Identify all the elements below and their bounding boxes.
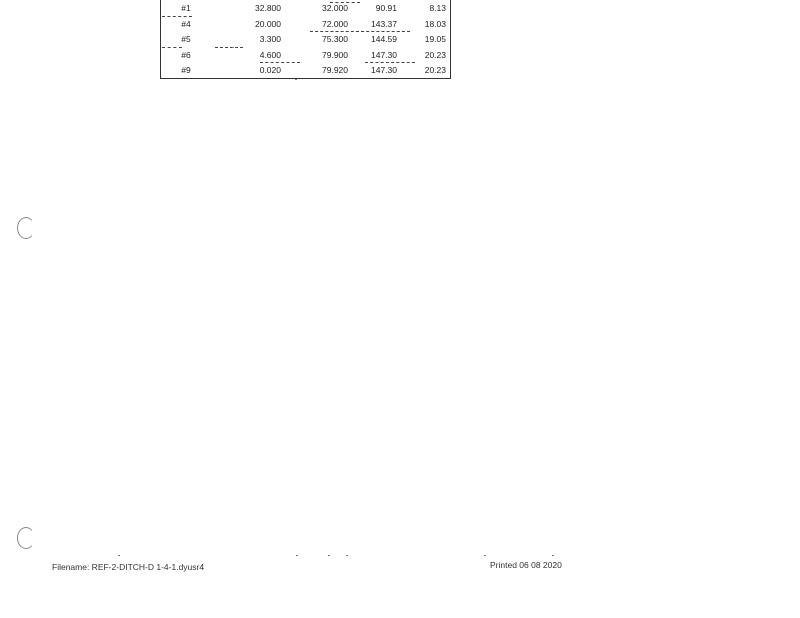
value-cell-4: 20.23 bbox=[424, 50, 446, 60]
value-cell-4: 19.05 bbox=[424, 34, 446, 44]
scan-speck bbox=[296, 555, 298, 556]
scan-artifact bbox=[162, 16, 192, 17]
scan-artifact bbox=[215, 47, 243, 48]
row-id-cell: #6 bbox=[181, 50, 191, 60]
value-cell-2: 72.000 bbox=[322, 19, 348, 29]
scan-artifact bbox=[365, 62, 415, 63]
scan-artifact bbox=[260, 62, 300, 63]
value-cell-2: 75.300 bbox=[322, 34, 348, 44]
footer-filename: Filename: REF-2-DITCH-D 1-4-1.dyusr4 bbox=[52, 562, 205, 572]
footer-printed-date: Printed 06 08 2020 bbox=[490, 560, 562, 570]
scan-speck bbox=[118, 555, 120, 556]
punch-hole bbox=[17, 527, 35, 549]
value-cell-2: 79.900 bbox=[322, 50, 348, 60]
scan-artifact bbox=[330, 2, 360, 3]
table-row bbox=[161, 32, 450, 47]
value-cell-1: 4.600 bbox=[259, 50, 281, 60]
punch-hole bbox=[17, 217, 35, 239]
value-cell-2: 32.000 bbox=[322, 3, 348, 13]
scan-speck bbox=[346, 555, 348, 556]
row-id-cell: #4 bbox=[181, 19, 191, 29]
value-cell-3: 143.37 bbox=[371, 19, 397, 29]
value-cell-1: 0.020 bbox=[259, 65, 281, 75]
value-cell-1: 32.800 bbox=[255, 3, 281, 13]
row-id-cell: #1 bbox=[181, 3, 191, 13]
row-id-cell: #5 bbox=[181, 34, 191, 44]
scan-speck bbox=[295, 79, 297, 80]
value-cell-4: 18.03 bbox=[424, 19, 446, 29]
value-cell-3: 147.30 bbox=[371, 65, 397, 75]
value-cell-3: 90.91 bbox=[375, 3, 397, 13]
table-row bbox=[161, 17, 450, 32]
table-row bbox=[161, 63, 450, 78]
scan-speck bbox=[232, 47, 234, 48]
scan-artifact bbox=[310, 31, 410, 32]
table-row bbox=[161, 1, 450, 16]
value-cell-4: 20.23 bbox=[424, 65, 446, 75]
scan-speck bbox=[552, 555, 554, 556]
scan-artifact bbox=[162, 47, 182, 48]
value-cell-1: 20.000 bbox=[255, 19, 281, 29]
scan-speck bbox=[484, 555, 486, 556]
data-table-fragment bbox=[160, 0, 451, 79]
value-cell-4: 8.13 bbox=[429, 3, 446, 13]
table-row bbox=[161, 48, 450, 63]
value-cell-3: 144.59 bbox=[371, 34, 397, 44]
value-cell-1: 3.300 bbox=[259, 34, 281, 44]
row-id-cell: #9 bbox=[181, 65, 191, 75]
scan-speck bbox=[328, 555, 330, 556]
value-cell-2: 79.920 bbox=[322, 65, 348, 75]
value-cell-3: 147.30 bbox=[371, 50, 397, 60]
